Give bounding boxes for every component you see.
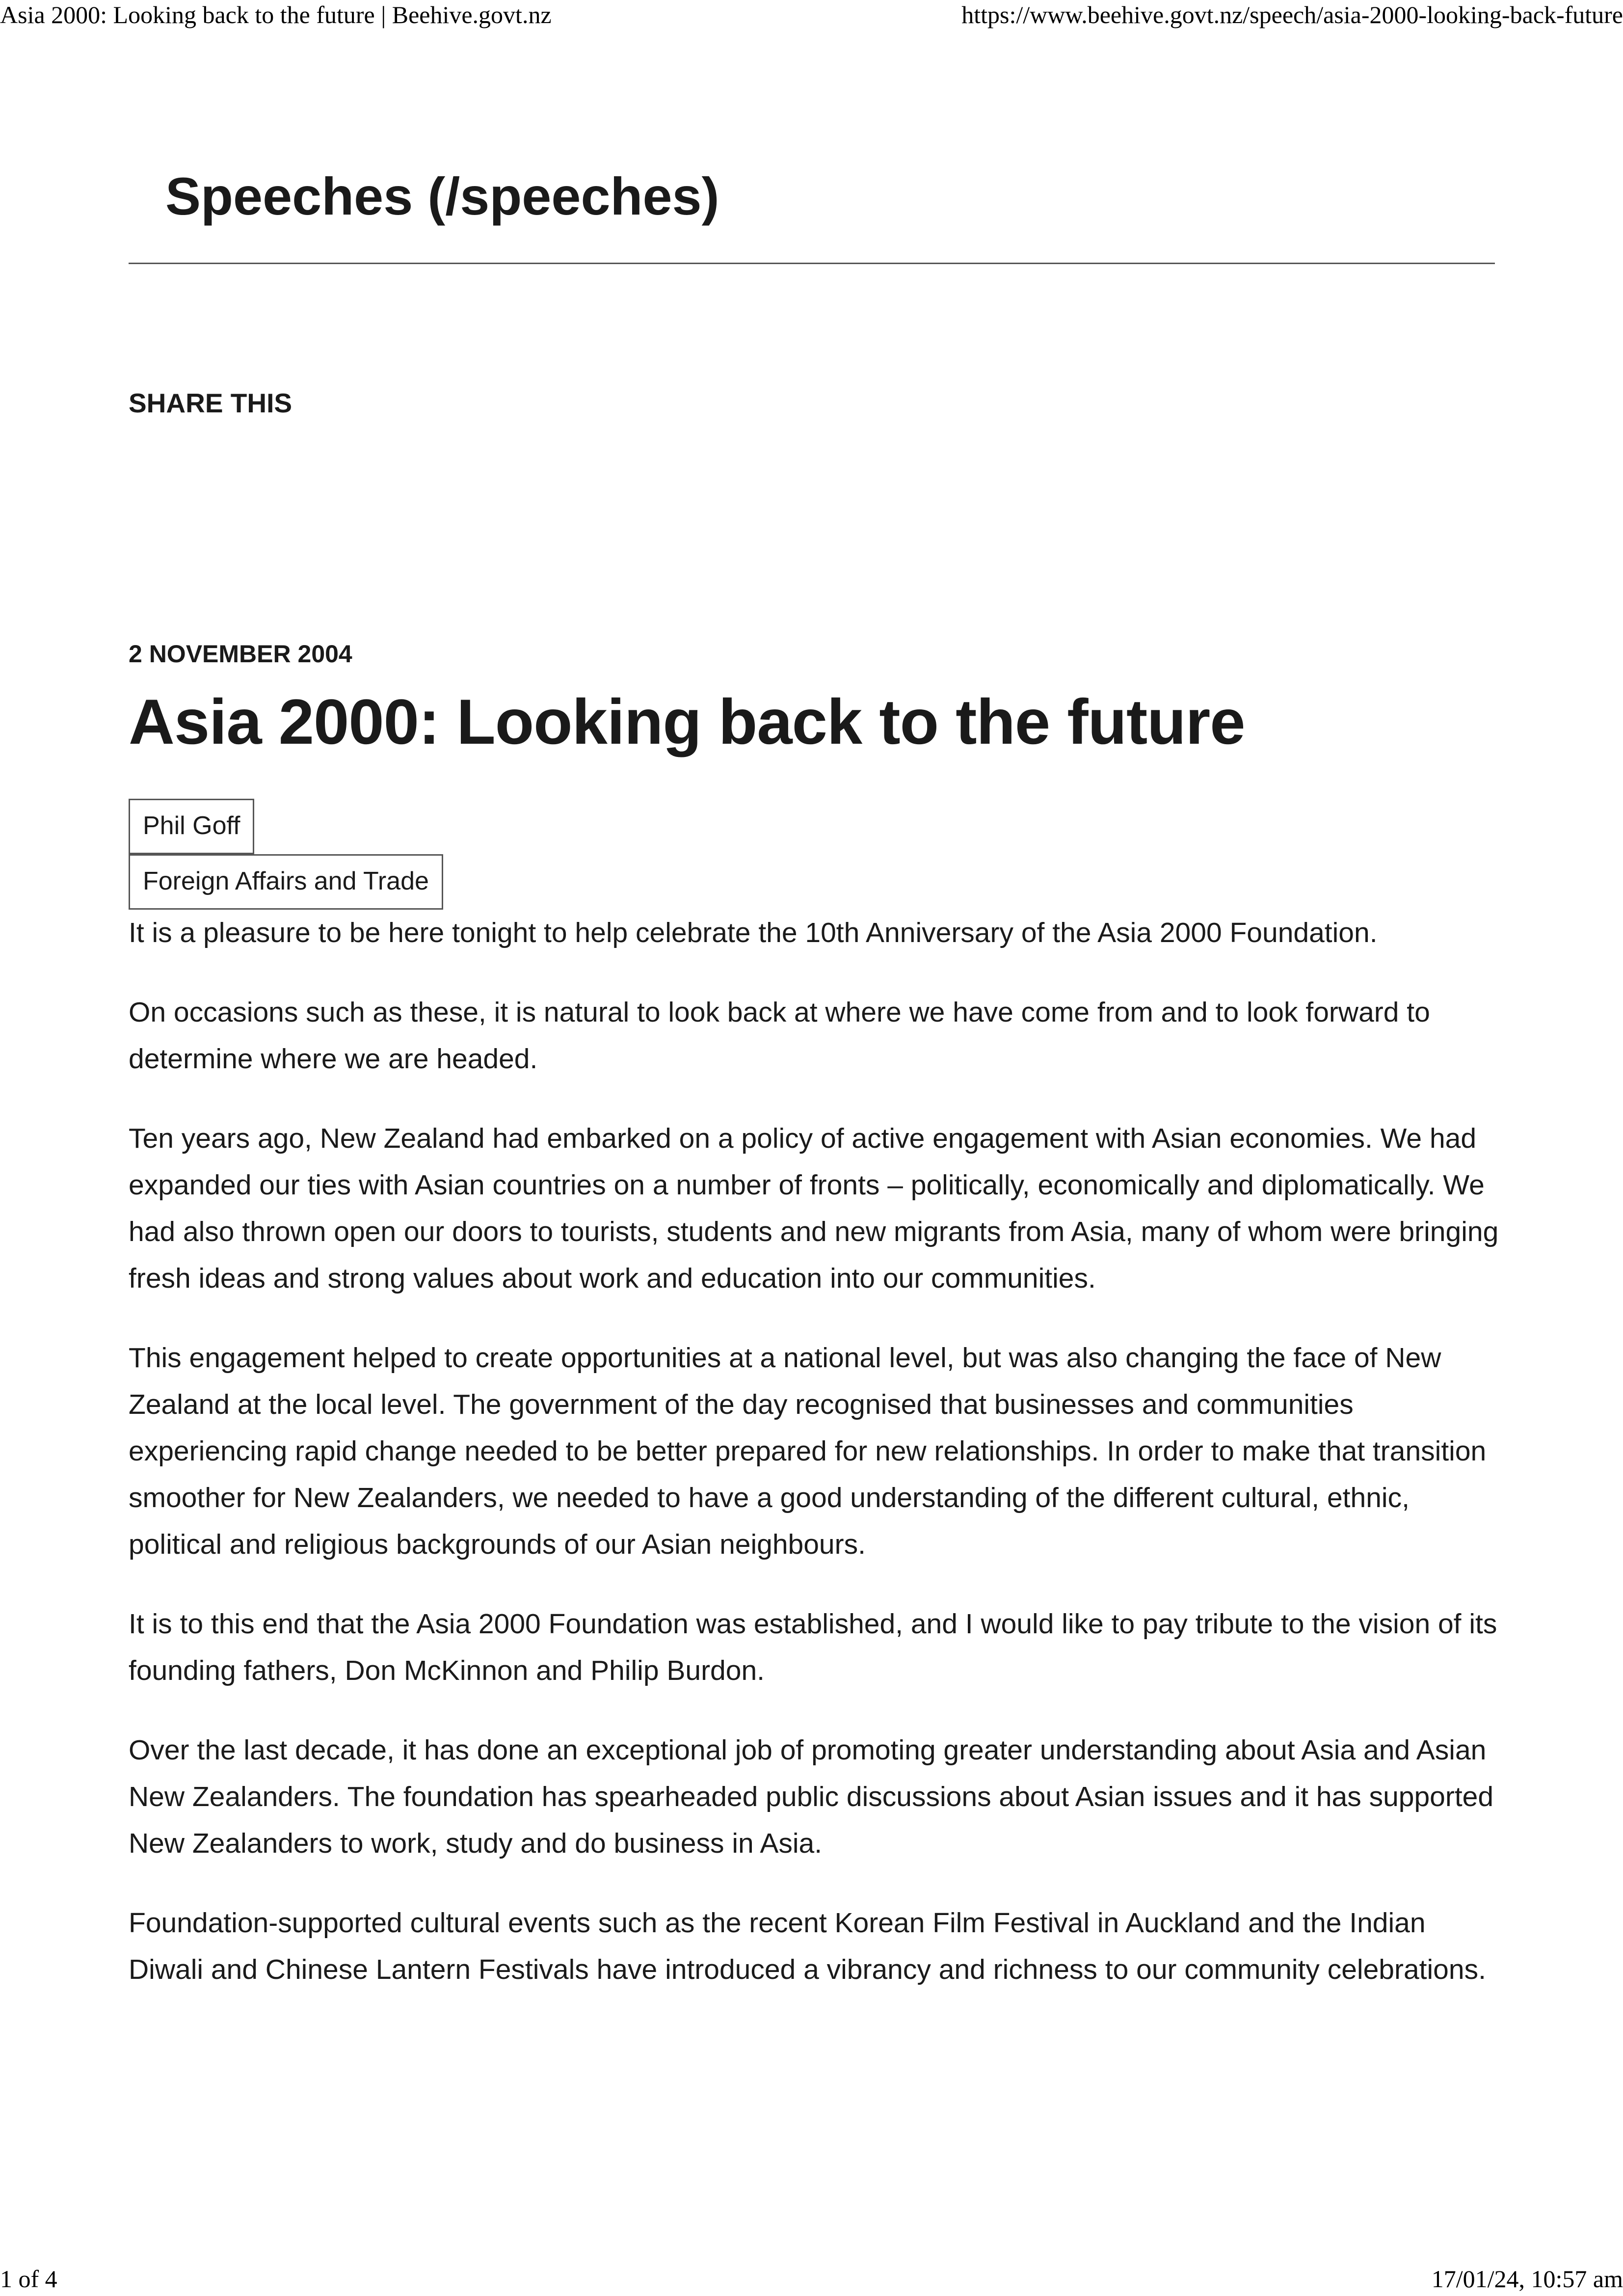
article-body (129, 910, 1503, 2026)
paragraph: On occasions such as these, it is natural to look back at where we have come from and to look forward to determine where we are headed. (129, 997, 1430, 1075)
paragraph: This engagement helped to create opportunities at a national level, but was also changing the face of New Zealand at the local level. The government of the day recognised that businesses and communities experiencing rapid change needed to be better prepared for new relationships. In order to make that transition smoother for New Zealanders, we needed to have a good understanding of the different cultural, ethnic, political and religious backgrounds of our Asian neighbours. (129, 1342, 1487, 1560)
share-this-label: SHARE THIS (129, 388, 293, 418)
print-url: https://www.beehive.govt.nz/speech/asia-2000-looking-back-future (961, 1, 1623, 28)
paragraph: It is a pleasure to be here tonight to help celebrate the 10th Anniversary of the Asia 2000 Foundation. (129, 917, 1378, 948)
tag-minister[interactable]: Phil Goff (129, 799, 254, 854)
article-title: Asia 2000: Looking back to the future (129, 686, 1245, 757)
speeches-link[interactable]: Speeches (/speeches) (165, 166, 719, 226)
article-date: 2 NOVEMBER 2004 (129, 640, 352, 668)
page-count: 1 of 4 (0, 2265, 57, 2293)
paragraph: Ten years ago, New Zealand had embarked on a policy of active engagement with Asian economies. We had expanded our ties with Asian countries on a number of fronts – politically, economically and diplomatically. We had also thrown open our doors to tourists, students and new migrants from Asia, many of whom were bringing fresh ideas and strong values about work and education into our communities. (129, 1123, 1499, 1294)
print-page-title: Asia 2000: Looking back to the future | Beehive.govt.nz (0, 1, 552, 28)
paragraph: Over the last decade, it has done an exceptional job of promoting greater understanding about Asia and Asian New Zealanders. The foundation has spearheaded public discussions about Asian issues and it has supported New Zealanders to work, study and do business in Asia. (129, 1734, 1494, 1859)
divider (129, 263, 1495, 264)
paragraph: It is to this end that the Asia 2000 Foundation was established, and I would like to pay tribute to the vision of its founding fathers, Don McKinnon and Philip Burdon. (129, 1608, 1497, 1686)
tag-portfolio[interactable]: Foreign Affairs and Trade (129, 854, 443, 910)
paragraph: Foundation-supported cultural events such as the recent Korean Film Festival in Auckland and the Indian Diwali and Chinese Lantern Festivals have introduced a vibrancy and richness to our community celebrations. (129, 1907, 1486, 1985)
print-timestamp: 17/01/24, 10:57 am (1431, 2265, 1623, 2293)
